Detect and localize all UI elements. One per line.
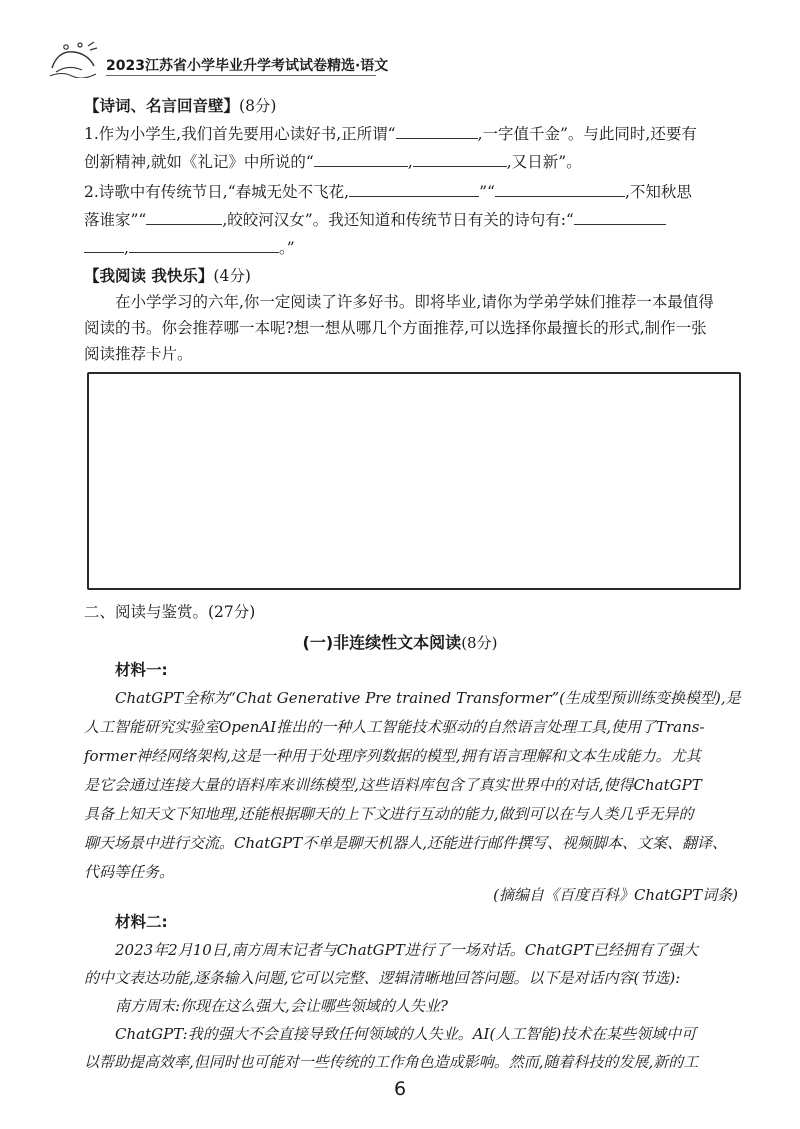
question-2-line-3: [84, 238, 295, 258]
reading-card-paragraph-line-1: 在小学学习的六年,你一定阅读了许多好书。即将毕业,请你为学弟学妹们推荐一本最值得: [115, 293, 714, 311]
subtitle-text: (一)非连续性文本阅读: [302, 633, 462, 652]
q2-answer-blank-1[interactable]: [349, 182, 479, 197]
q1-text-e: ,又日新”。: [506, 153, 582, 171]
page-header: [48, 38, 389, 78]
q2-answer-blank-2[interactable]: [495, 182, 625, 197]
material-1-line-1: ChatGPT全称为“Chat Generative Pre trained Transformer”(生成型预训练变换模型),是: [115, 689, 741, 707]
material-1-line-4: 是它会通过连接大量的语料库来训练模型,这些语料库包含了真实世界中的对话,使得ChatGPT: [84, 776, 702, 794]
material-1-source: (摘编自《百度百科》ChatGPT词条): [493, 886, 738, 904]
q2-answer-blank-4[interactable]: [574, 210, 666, 225]
material-2-line-2: 的中文表达功能,逐条输入问题,它可以完整、逻辑清晰地回答问题。以下是对话内容(节选):: [84, 969, 681, 987]
material-2-line-5: 以帮助提高效率,但同时也可能对一些传统的工作角色造成影响。然而,随着科技的发展,新的工: [84, 1053, 699, 1071]
material-2-label: 材料二:: [115, 913, 168, 931]
doodle-logo-icon: [48, 38, 100, 78]
subtitle-score: (8分): [461, 634, 498, 652]
material-1-line-7: 代码等任务。: [84, 863, 175, 881]
poetry-heading-text: 【诗词、名言回音壁】: [84, 97, 240, 115]
q1-text-b: ,一字值千金”。与此同时,还要有: [477, 125, 697, 143]
question-2-line-2: [84, 210, 666, 230]
q2-text-b: ”“: [479, 183, 495, 201]
q2-text-e: ,皎皎河汉女”。我还知道和传统节日有关的诗句有:“: [222, 211, 574, 229]
reading-card-heading-text: 【我阅读 我快乐】: [84, 267, 214, 285]
q2-answer-blank-5[interactable]: [84, 238, 124, 253]
reading-card-paragraph-line-3: 阅读推荐卡片。: [84, 345, 193, 363]
page-number: 6: [393, 1078, 407, 1100]
recommendation-card-answer-box[interactable]: [87, 372, 741, 590]
q2-text-a: 2.诗歌中有传统节日,“春城无处不飞花,: [84, 183, 350, 201]
q2-text-d: 落谁家”“: [84, 211, 147, 229]
q1-text-d: ,: [407, 153, 413, 171]
material-1-line-3: former神经网络架构,这是一种用于处理序列数据的模型,拥有语言理解和文本生成能力。尤其: [84, 747, 701, 765]
question-1-line-2: [84, 152, 582, 172]
header-rule: [106, 75, 376, 76]
poetry-heading: [84, 96, 276, 116]
material-1-line-6: 聊天场景中进行交流。ChatGPT不单是聊天机器人,还能进行邮件撰写、视频脚本、文案、翻译、: [84, 834, 727, 852]
material-2-line-1: 2023年2月10日,南方周末记者与ChatGPT进行了一场对话。ChatGPT已经拥有了强大: [115, 941, 698, 959]
q1-text-c: 创新精神,就如《礼记》中所说的“: [84, 153, 314, 171]
material-2-line-4: ChatGPT:我的强大不会直接导致任何领域的人失业。AI(人工智能)技术在某些领域中可: [115, 1025, 697, 1043]
question-1-line-1: [84, 124, 697, 144]
reading-card-heading: [84, 266, 251, 286]
header-title: 2023江苏省小学毕业升学考试试卷精选·语文: [106, 58, 389, 74]
material-2-line-3: 南方周末:你现在这么强大,会让哪些领域的人失业?: [115, 997, 448, 1015]
q2-text-g: 。”: [278, 239, 295, 257]
reading-card-paragraph-line-2: 阅读的书。你会推荐哪一本呢?想一想从哪几个方面推荐,可以选择你最擅长的形式,制作一张: [84, 319, 707, 337]
material-1-line-5: 具备上知天文下知地理,还能根据聊天的上下文进行互动的能力,做到可以在与人类几乎无异的: [84, 805, 694, 823]
material-1-line-2: 人工智能研究实验室OpenAI推出的一种人工智能技术驱动的自然语言处理工具,使用了Trans-: [84, 718, 705, 736]
section-2-subtitle: [0, 630, 800, 653]
reading-card-score: (4分): [213, 267, 251, 285]
q2-text-f: ,: [124, 239, 129, 257]
q2-answer-blank-6[interactable]: [129, 238, 279, 253]
poetry-score: (8分): [239, 97, 277, 115]
q1-answer-blank-1[interactable]: [396, 124, 478, 139]
section-2-heading: 二、阅读与鉴赏。(27分): [84, 603, 256, 621]
question-2-line-1: [84, 182, 692, 202]
q2-answer-blank-3[interactable]: [146, 210, 222, 225]
q2-text-c: ,不知秋思: [624, 183, 692, 201]
q1-answer-blank-2[interactable]: [314, 152, 408, 167]
q1-text-a: 1.作为小学生,我们首先要用心读好书,正所谓“: [84, 125, 396, 143]
q1-answer-blank-3[interactable]: [413, 152, 507, 167]
material-1-label: 材料一:: [115, 661, 168, 679]
